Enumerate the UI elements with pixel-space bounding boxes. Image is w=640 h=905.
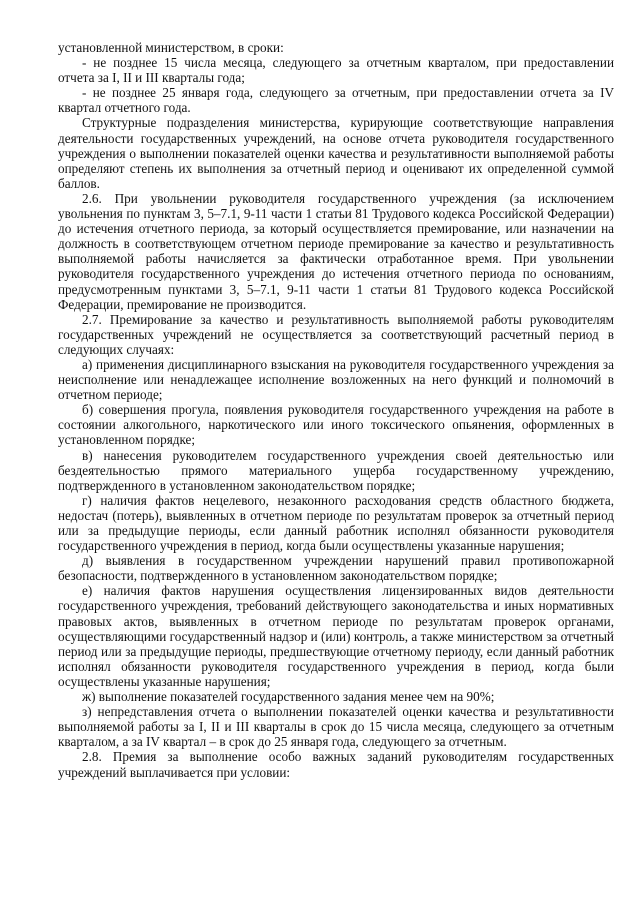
document-paragraph: Структурные подразделения министерства, курирующие соответствующие направления деятельности государственных учреждений, на основе отчета руководителя государственного учреждения о выполнении показателей оценки качества и результативности выполняемой работы определяют степень их выполнения за отчетный период и оценивают их определенной суммой баллов.	[58, 115, 614, 191]
document-paragraph: а) применения дисциплинарного взыскания на руководителя государственного учреждения за неисполнение или ненадлежащее исполнение возложенных на него функций и полномочий в отчетном периоде;	[58, 356, 614, 403]
document-paragraph: з) непредставления отчета о выполнении показателей оценки качества и результативности выполняемой работы за I, II и III кварталы в срок до 15 числа месяца, следующего за отчетным кварталом, а за IV квартал – в срок до 25 января года, следующего за отчетным.	[58, 704, 614, 750]
document-paragraph: б) совершения прогула, появления руководителя государственного учреждения на работе в состоянии алкогольного, наркотического или иного токсического опьянения, оформленных в установленном порядке;	[58, 402, 614, 448]
document-paragraph: ж) выполнение показателей государственного задания менее чем на 90%;	[82, 689, 495, 705]
document-paragraph: - не позднее 25 января года, следующего за отчетным, при предоставлении отчета за IV квартал отчетного года.	[58, 85, 614, 116]
document-paragraph: д) выявления в государственном учреждении нарушений правил противопожарной безопасности, подтвержденного в установленном законодательством порядке;	[58, 553, 614, 584]
document-paragraph: г) наличия фактов нецелевого, незаконного расходования средств областного бюджета, недостач (потерь), выявленных в отчетном периоде по результатам проверок за отчетный период или за предыдущие периоды, если данный работник исполнял обязанности руководителя государственного учреждения в период, когда были осуществлены указанные нарушения;	[58, 492, 614, 554]
document-paragraph: в) нанесения руководителем государственного учреждения своей деятельностью или бездеятельностью прямого материального ущерба государственному учреждению, подтвержденного в установленном законодательством порядке;	[58, 447, 614, 493]
document-paragraph: 2.7. Премирование за качество и результативность выполняемой работы руководителям государственных учреждений не осуществляется за соответствующий расчетный период в следующих случаях:	[58, 311, 614, 357]
document-body	[58, 40, 614, 780]
document-paragraph: 2.6. При увольнении руководителя государственного учреждения (за исключением увольнения по пунктам 3, 5–7.1, 9-11 части 1 статьи 81 Трудового кодекса Российской Федерации) до истечения отчетного периода, за который осуществляется премирование, или назначении на должность в соответствующем отчетном периоде премирование за качество и результативность выполняемой работы начисляется за фактически отработанное время. При увольнении руководителя государственного учреждения до истечения отчетного периода по основаниям, предусмотренным пунктами 3, 5–7.1, 9-11 части 1 статьи 81 Трудового кодекса Российской Федерации, премирование не производится.	[58, 190, 614, 312]
document-paragraph: - не позднее 15 числа месяца, следующего за отчетным кварталом, при предоставлении отчета за I, II и III кварталы года;	[58, 55, 614, 86]
document-paragraph: е) наличия фактов нарушения осуществления лицензированных видов деятельности государственного учреждения, требований действующего законодательства и иных нормативных правовых актов, выявленных в отчетном периоде по результатам проверок органами, осуществляющими государственный надзор и (или) контроль, а также министерством за отчетный период или за предыдущие периоды, предшествующие отчетному периоду, если данный работник исполнял обязанности руководителя государственного учреждения в период, когда были осуществлены указанные нарушения;	[58, 583, 614, 689]
document-paragraph: установленной министерством, в сроки:	[58, 40, 284, 55]
document-paragraph: 2.8. Премия за выполнение особо важных заданий руководителям государственных учреждений выплачивается при условии:	[58, 749, 614, 780]
